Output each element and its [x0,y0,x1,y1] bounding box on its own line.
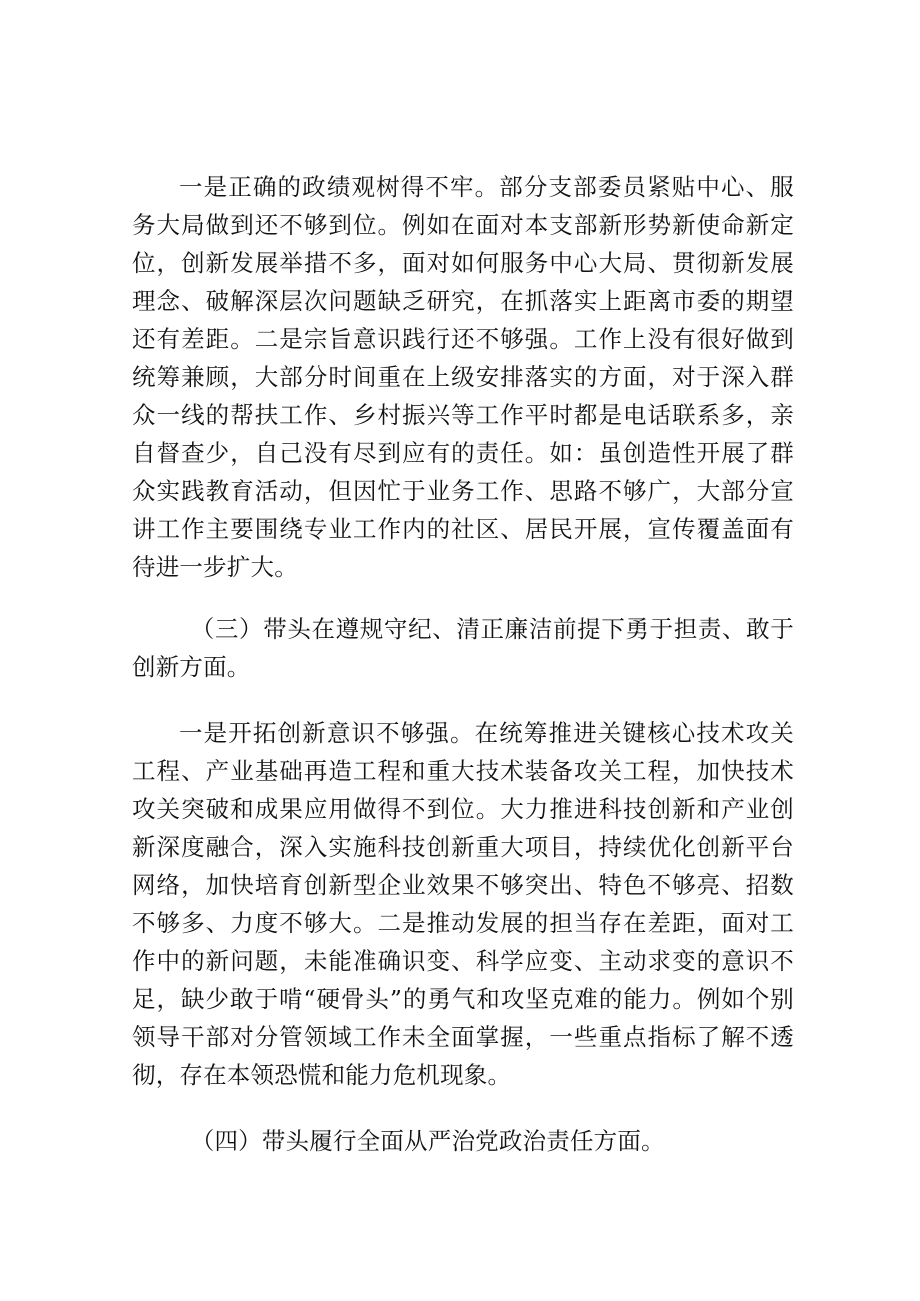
paragraph-political-performance: 一是正确的政绩观树得不牢。部分支部委员紧贴中心、服务大局做到还不够到位。例如在面对本支部新形势新使命新定位，创新发展举措不多，面对如何服务中心大局、贯彻新发展理念、破解深层次问题缺乏研究，在抓落实上距离市委的期望还有差距。二是宗旨意识践行还不够强。工作上没有很好做到统筹兼顾，大部分时间重在上级安排落实的方面，对于深入群众一线的帮扶工作、乡村振兴等工作平时都是电话联系多，亲自督查少，自己没有尽到应有的责任。如：虽创造性开展了群众实践教育活动，但因忙于业务工作、思路不够广，大部分宣讲工作主要围绕专业工作内的社区、居民开展，宣传覆盖面有待进一步扩大。 [132,173,794,581]
section-heading-three: （三）带头在遵规守纪、清正廉洁前提下勇于担责、敢于创新方面。 [132,615,794,681]
document-body [132,168,794,1160]
paragraph-innovation: 一是开拓创新意识不够强。在统筹推进关键核心技术攻关工程、产业基础再造工程和重大技术装备攻关工程，加快技术攻关突破和成果应用做得不到位。大力推进科技创新和产业创新深度融合，深入实施科技创新重大项目，持续优化创新平台网络，加快培育创新型企业效果不够突出、特色不够亮、招数不够多、力度不够大。二是推动发展的担当存在差距，面对工作中的新问题，未能准确识变、科学应变、主动求变的意识不足，缺少敢于啃“硬骨头”的勇气和攻坚克难的能力。例如个别领导干部对分管领域工作未全面掌握，一些重点指标了解不透彻，存在本领恐慌和能力危机现象。 [132,719,794,1089]
section-heading-four: （四）带头履行全面从严治党政治责任方面。 [190,1127,665,1155]
